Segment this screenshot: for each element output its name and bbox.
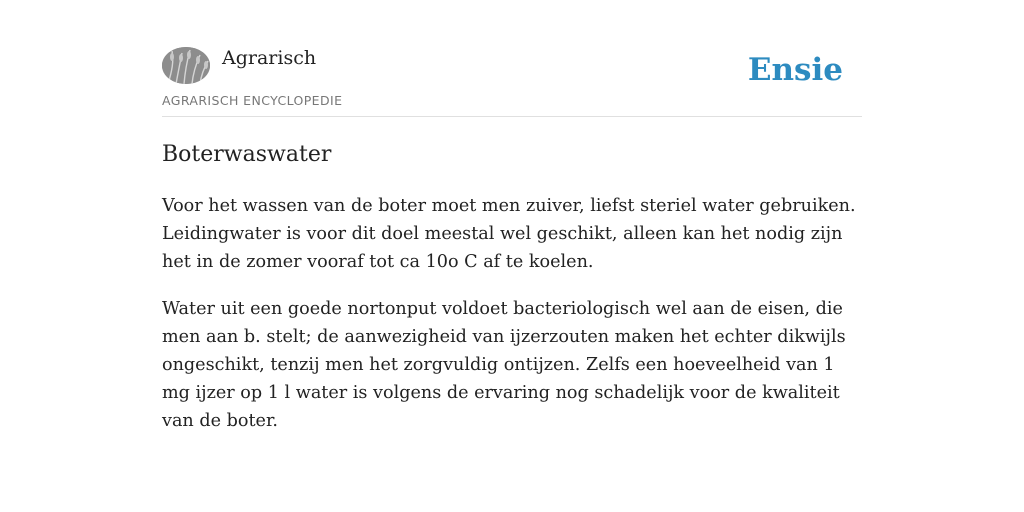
header xyxy=(162,44,862,117)
wheat-icon[interactable] xyxy=(162,47,210,84)
brand-logo[interactable]: Ensie xyxy=(747,52,843,88)
article-paragraph: Water uit een goede nortonput voldoet bacteriologisch wel aan de eisen, die men aan b. stelt; de aanwezigheid van ijzerzouten maken het echter dikwijls ongeschikt, tenzij men het zorgvuldig ontijzen. Zelfs een hoeveelheid van 1 mg ijzer op 1 l water is volgens de ervaring nog schadelijk voor de kwaliteit van de boter. xyxy=(162,299,846,431)
source-subtitle: AGRARISCH ENCYCLOPEDIE xyxy=(162,93,343,108)
article-paragraph: Voor het wassen van de boter moet men zuiver, liefst steriel water gebruiken. Leidingwater is voor dit doel meestal wel geschikt, alleen kan het nodig zijn het in de zomer vooraf tot ca 10o C af te koelen. xyxy=(162,196,856,272)
article-body xyxy=(162,192,864,454)
article-title: Boterwaswater xyxy=(162,142,332,167)
source-name[interactable]: Agrarisch xyxy=(222,47,317,69)
